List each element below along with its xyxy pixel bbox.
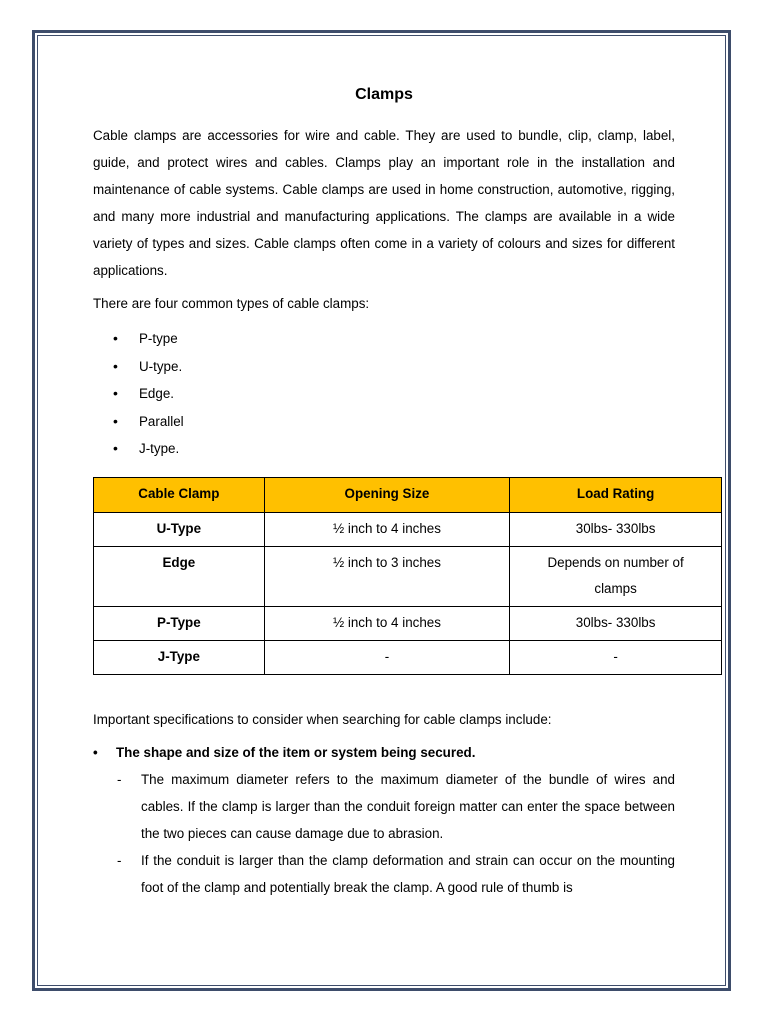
document-body bbox=[93, 86, 675, 463]
specs-bullet: • The shape and size of the item or system being secured. bbox=[93, 739, 675, 766]
table-cell: 30lbs- 330lbs bbox=[510, 513, 722, 547]
specs-intro: Important specifications to consider when searching for cable clamps include: bbox=[93, 712, 552, 727]
table-cell: ½ inch to 3 inches bbox=[264, 547, 510, 607]
header-opening-size: Opening Size bbox=[264, 478, 510, 513]
table-row bbox=[94, 513, 722, 547]
table-cell: P-Type bbox=[94, 607, 265, 641]
list-item: • Edge. bbox=[93, 380, 675, 408]
table-row bbox=[94, 641, 722, 675]
clamp-types-list bbox=[93, 325, 675, 463]
clamp-table bbox=[93, 477, 722, 675]
table-cell: J-Type bbox=[94, 641, 265, 675]
table-cell: Depends on number of clamps bbox=[510, 547, 722, 607]
list-item: • J-type. bbox=[93, 435, 675, 463]
table-cell: ½ inch to 4 inches bbox=[264, 607, 510, 641]
specifications-section bbox=[93, 706, 675, 901]
table-header-row bbox=[94, 478, 722, 513]
intro-paragraph: Cable clamps are accessories for wire and cable. They are used to bundle, clip, clamp, label, guide, and protect wires and cables. Clamps play an important role in the installation and maintenance of cable systems. Cable clamps are used in home construction, automotive, rigging, and many more industrial and manufacturing applications. The clamps are available in a wide variety of types and sizes. Cable clamps often come in a variety of colours and sizes for different applications. bbox=[93, 128, 675, 278]
table-cell: 30lbs- 330lbs bbox=[510, 607, 722, 641]
list-item: • P-type bbox=[93, 325, 675, 353]
table-cell: U-Type bbox=[94, 513, 265, 547]
table-cell: - bbox=[510, 641, 722, 675]
table-cell: Edge bbox=[94, 547, 265, 607]
list-item: • U-type. bbox=[93, 353, 675, 381]
dash-item: - The maximum diameter refers to the maximum diameter of the bundle of wires and cables. If the clamp is larger than the conduit foreign matter can enter the space between the two pieces can cause damage due to abrasion. bbox=[93, 766, 675, 847]
header-cable-clamp: Cable Clamp bbox=[94, 478, 265, 513]
table-row bbox=[94, 607, 722, 641]
table-row bbox=[94, 547, 722, 607]
header-load-rating: Load Rating bbox=[510, 478, 722, 513]
table-cell: ½ inch to 4 inches bbox=[264, 513, 510, 547]
table-cell: - bbox=[264, 641, 510, 675]
list-item: • Parallel bbox=[93, 408, 675, 436]
document-title: Clamps bbox=[355, 86, 413, 103]
types-intro: There are four common types of cable clamps: bbox=[93, 296, 370, 311]
dash-item: - If the conduit is larger than the clamp deformation and strain can occur on the mounting foot of the clamp and potentially break the clamp. A good rule of thumb is bbox=[93, 847, 675, 901]
